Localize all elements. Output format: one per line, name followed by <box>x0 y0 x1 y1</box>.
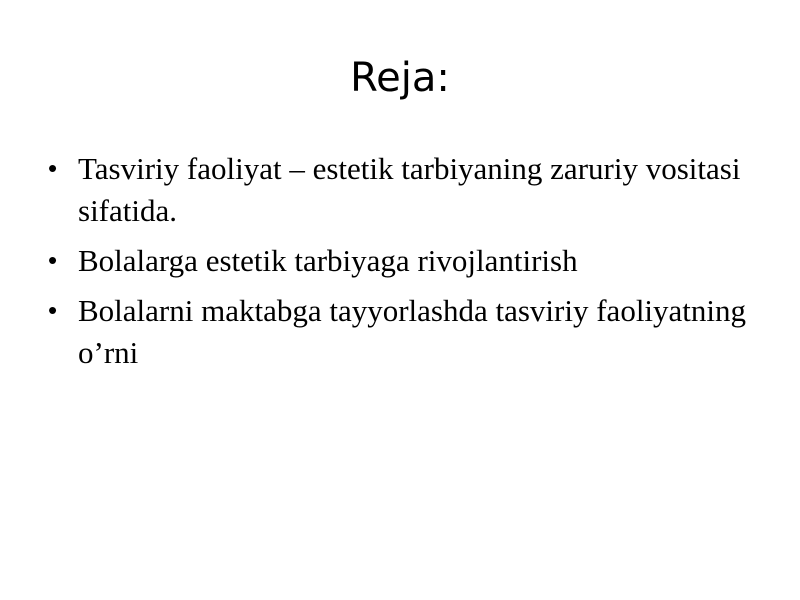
bullet-text: Bolalarga estetik tarbiyaga rivojlantirish <box>78 243 578 278</box>
bullet-icon: • <box>48 153 58 183</box>
bullet-text: Tasviriy faoliyat – estetik tarbiyaning zaruriy vositasi sifatida. <box>78 151 741 228</box>
bullet-item <box>48 290 748 374</box>
bullet-text: Bolalarni maktabga tayyorlashda tasviriy faoliyatning o’rni <box>78 293 747 370</box>
bullet-icon: • <box>48 245 58 275</box>
bullet-list <box>48 148 748 382</box>
bullet-item <box>48 240 748 282</box>
slide-title: Reja: <box>350 55 450 101</box>
bullet-item <box>48 148 748 232</box>
bullet-icon: • <box>48 295 58 325</box>
